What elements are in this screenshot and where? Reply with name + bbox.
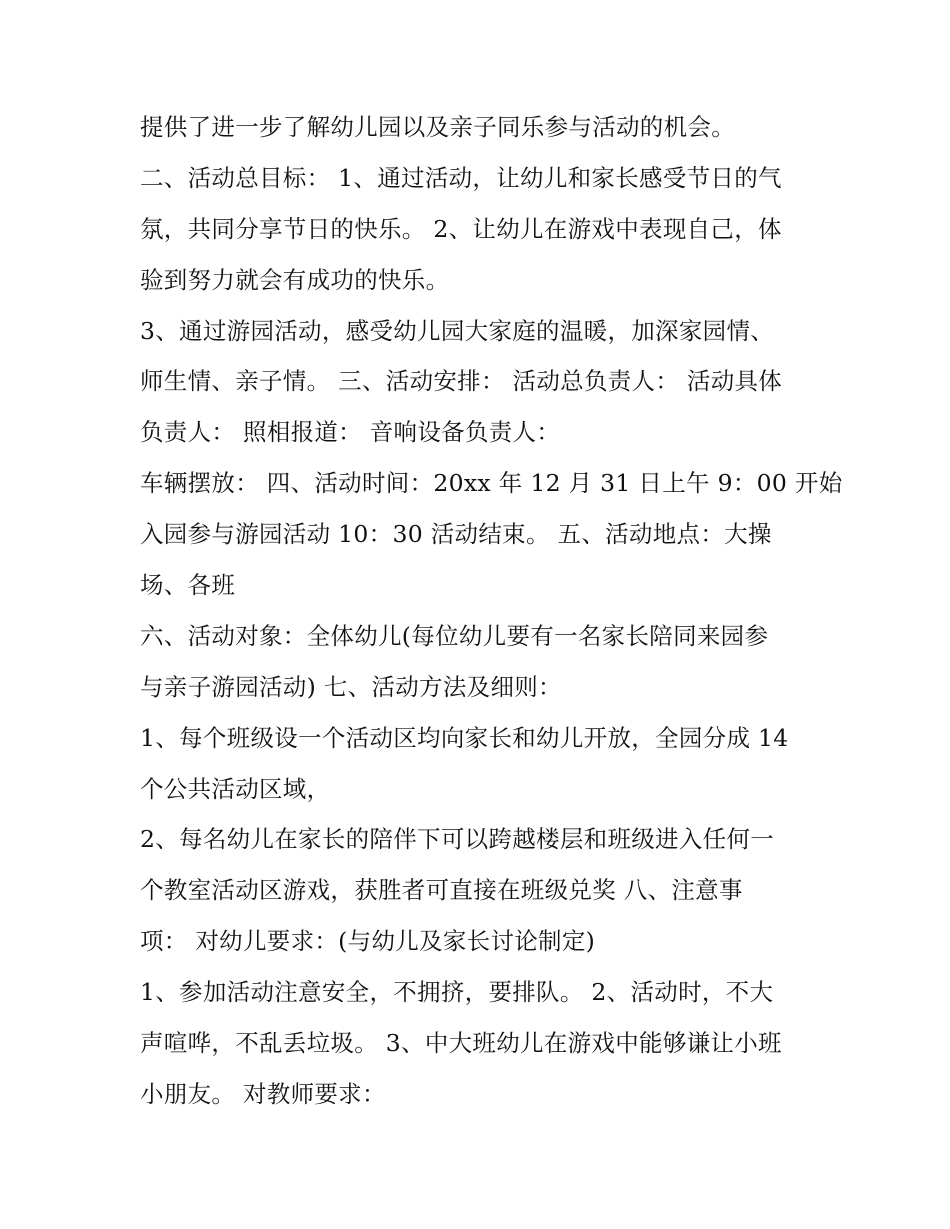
- text-line: 二、活动总目标： 1、通过活动，让幼儿和家长感受节日的气: [140, 163, 782, 192]
- text-line: 项： 对幼儿要求：(与幼儿及家长讨论制定): [140, 927, 596, 956]
- text-line: 3、通过游园活动，感受幼儿园大家庭的温暖，加深家园情、: [140, 316, 775, 345]
- text-line: 小朋友。 对教师要求：: [140, 1079, 386, 1108]
- text-line: 1、每个班级设一个活动区均向家长和幼儿开放，全园分成 14: [140, 723, 789, 752]
- document-page: [140, 102, 843, 1120]
- text-line: 六、活动对象：全体幼儿(每位幼儿要有一名家长陪同来园参: [140, 621, 769, 650]
- text-line: 与亲子游园活动) 七、活动方法及细则：: [140, 672, 562, 701]
- text-line: 声喧哗，不乱丢垃圾。 3、中大班幼儿在游戏中能够谦让小班: [140, 1029, 782, 1058]
- text-line: 车辆摆放： 四、活动时间：20xx 年 12 月 31 日上午 9：00 开始: [140, 469, 843, 498]
- text-line: 氛，共同分享节日的快乐。 2、让幼儿在游戏中表现自己，体: [140, 214, 782, 243]
- text-line: 个公共活动区域，: [140, 774, 331, 803]
- text-line: 验到努力就会有成功的快乐。: [140, 265, 450, 294]
- text-line: 负责人： 照相报道： 音响设备负责人：: [140, 418, 561, 447]
- text-line: 师生情、亲子情。 三、活动安排： 活动总负责人： 活动具体: [140, 367, 783, 396]
- text-line: 提供了进一步了解幼儿园以及亲子同乐参与活动的机会。: [140, 113, 735, 141]
- text-line: 1、参加活动注意安全，不拥挤，要排队。 2、活动时，不大: [140, 978, 774, 1007]
- text-line: 个教室活动区游戏，获胜者可直接在班级兑奖 八、注意事: [140, 876, 743, 905]
- text-line: 场、各班: [140, 571, 236, 600]
- text-line: 入园参与游园活动 10：30 活动结束。 五、活动地点：大操: [140, 520, 772, 549]
- text-line: 2、每名幼儿在家长的陪伴下可以跨越楼层和班级进入任何一: [140, 825, 775, 854]
